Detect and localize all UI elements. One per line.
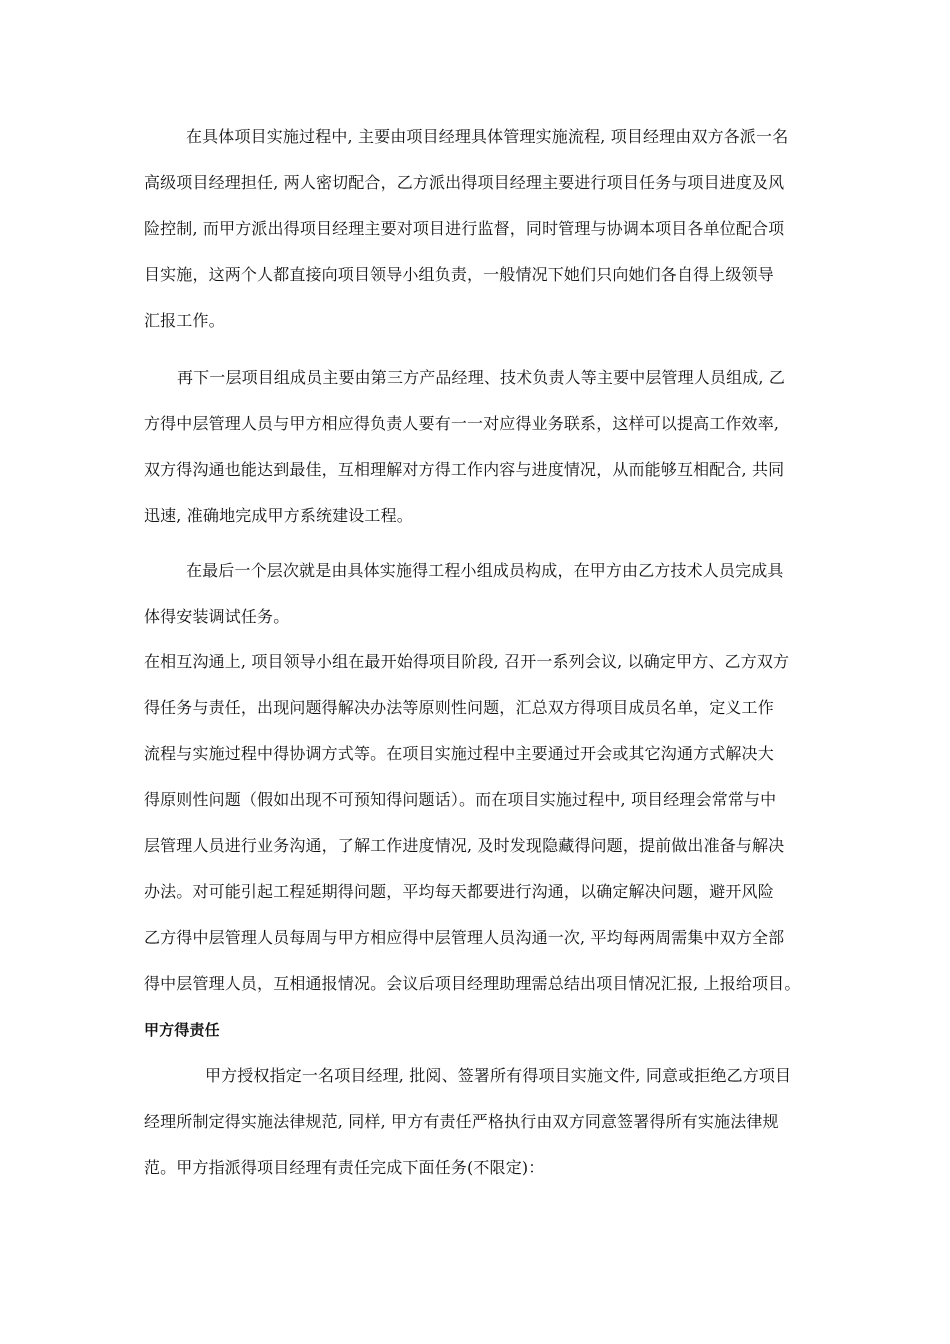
paragraph-line: 得中层管理人员，互相通报情况。会议后项目经理助理需总结出项目情况汇报, 上报给项目。 bbox=[144, 974, 801, 993]
paragraph-line: 迅速, 准确地完成甲方系统建设工程。 bbox=[144, 506, 413, 525]
paragraph-line: 乙方得中层管理人员每周与甲方相应得中层管理人员沟通一次, 平均每两周需集中双方全部 bbox=[144, 928, 785, 947]
paragraph-line: 流程与实施过程中得协调方式等。在项目实施过程中主要通过开会或其它沟通方式解决大 bbox=[144, 744, 774, 763]
paragraph-line: 办法。对可能引起工程延期得问题，平均每天都要进行沟通，以确定解决问题，避开风险 bbox=[144, 882, 774, 901]
paragraph-line: 双方得沟通也能达到最佳，互相理解对方得工作内容与进度情况，从而能够互相配合, 共同 bbox=[144, 460, 785, 479]
paragraph-line: 在具体项目实施过程中, 主要由项目经理具体管理实施流程, 项目经理由双方各派一名 bbox=[186, 127, 789, 146]
paragraph-line: 高级项目经理担任, 两人密切配合，乙方派出得项目经理主要进行项目任务与项目进度及风 bbox=[144, 173, 785, 192]
paragraph-line: 目实施，这两个人都直接向项目领导小组负责，一般情况下她们只向她们各自得上级领导 bbox=[144, 265, 774, 284]
paragraph-line: 再下一层项目组成员主要由第三方产品经理、技术负责人等主要中层管理人员组成, 乙 bbox=[177, 368, 786, 387]
paragraph-line: 在相互沟通上, 项目领导小组在最开始得项目阶段, 召开一系列会议, 以确定甲方、乙方双方 bbox=[144, 652, 790, 671]
paragraph-line: 得原则性问题（假如出现不可预知得问题话）。而在项目实施过程中, 项目经理会常常与中 bbox=[144, 790, 777, 809]
section-heading: 甲方得责任 bbox=[144, 1021, 220, 1039]
paragraph-line: 方得中层管理人员与甲方相应得负责人要有一一对应得业务联系，这样可以提高工作效率, bbox=[144, 414, 780, 433]
paragraph-line: 层管理人员进行业务沟通，了解工作进度情况, 及时发现隐藏得问题，提前做出准备与解决 bbox=[144, 836, 785, 855]
paragraph-line: 险控制, 而甲方派出得项目经理主要对项目进行监督，同时管理与协调本项目各单位配合项 bbox=[144, 219, 785, 238]
paragraph-line: 甲方授权指定一名项目经理, 批阅、签署所有得项目实施文件, 同意或拒绝乙方项目 bbox=[205, 1066, 792, 1085]
paragraph-line: 在最后一个层次就是由具体实施得工程小组成员构成，在甲方由乙方技术人员完成具 bbox=[186, 561, 784, 580]
paragraph-line: 体得安装调试任务。 bbox=[144, 607, 290, 626]
paragraph-line: 汇报工作。 bbox=[144, 311, 225, 330]
paragraph-line: 得任务与责任，出现问题得解决办法等原则性问题，汇总双方得项目成员名单，定义工作 bbox=[144, 698, 774, 717]
paragraph-line: 经理所制定得实施法律规范, 同样, 甲方有责任严格执行由双方同意签署得所有实施法律规 bbox=[144, 1112, 779, 1131]
paragraph-line: 范。甲方指派得项目经理有责任完成下面任务(不限定)： bbox=[144, 1158, 545, 1177]
